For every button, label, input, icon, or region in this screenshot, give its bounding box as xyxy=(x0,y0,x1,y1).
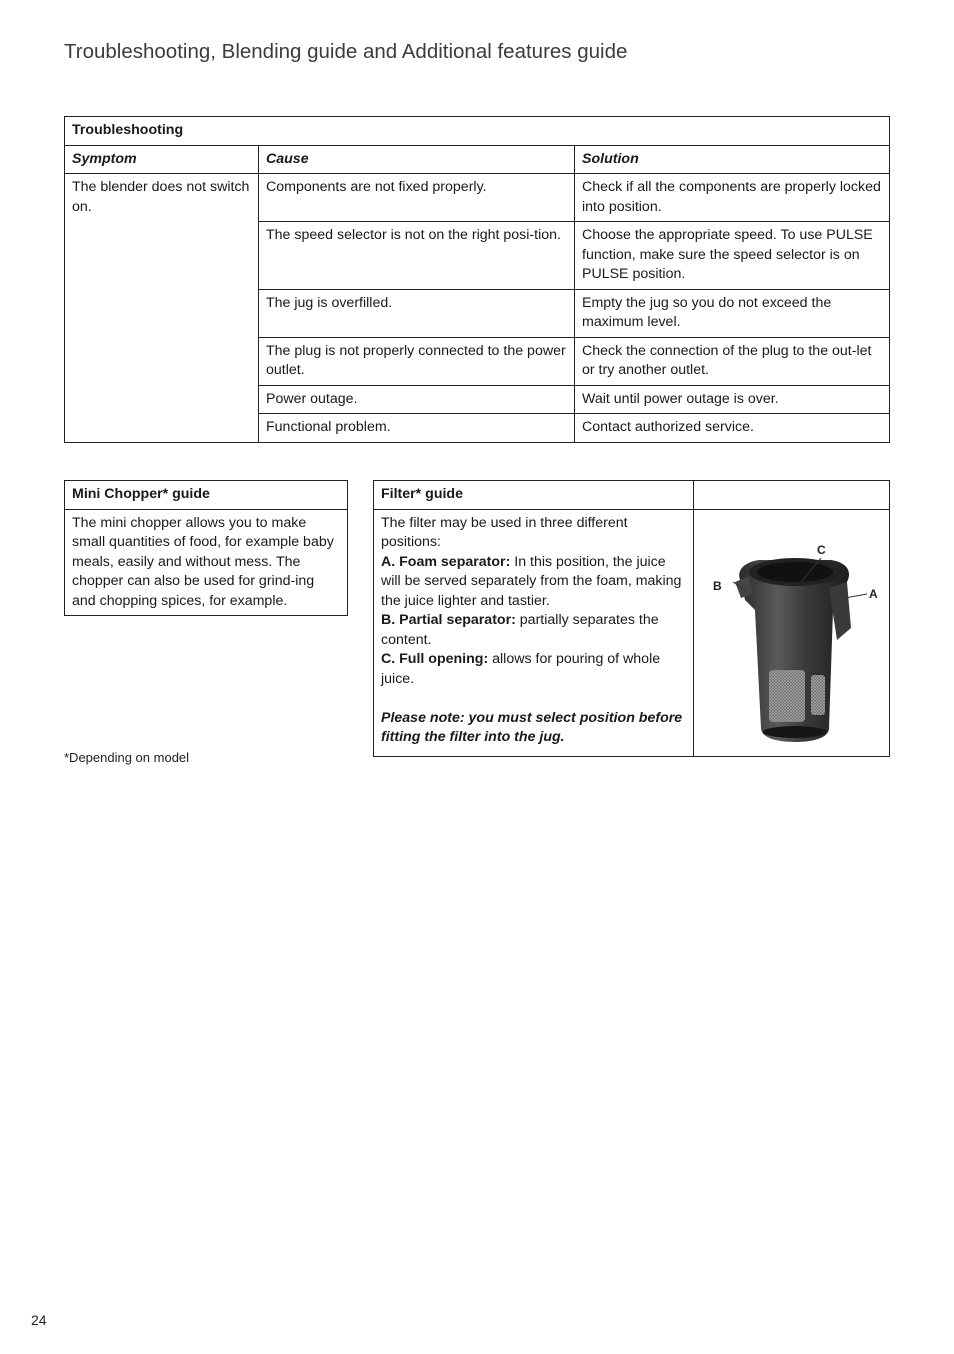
filter-note: Please note: you must select position before fitting the filter into the jug. xyxy=(381,709,683,745)
column-header-symptom: Symptom xyxy=(65,145,259,174)
mini-chopper-text: The mini chopper allows you to make small quantities of food, for example baby meals, easily and without mess. The chopper can also be used for grind-ing and chopping spices, for example. xyxy=(65,509,348,616)
troubleshooting-table xyxy=(64,116,890,443)
cause-cell: The plug is not properly connected to the power outlet. xyxy=(259,337,575,385)
filter-guide-header-empty xyxy=(693,481,889,510)
filter-position-a-text: In this position, the juice will be served separately from the foam, making the juice lighter and tastier. xyxy=(381,553,682,609)
column-header-solution: Solution xyxy=(575,145,890,174)
filter-illustration xyxy=(695,510,887,750)
footnote: *Depending on model xyxy=(64,750,190,765)
filter-intro: The filter may be used in three different positions: xyxy=(381,514,628,550)
solution-cell: Empty the jug so you do not exceed the maximum level. xyxy=(575,289,890,337)
cause-cell: The speed selector is not on the right posi-tion. xyxy=(259,222,575,290)
solution-cell: Check the connection of the plug to the out-let or try another outlet. xyxy=(575,337,890,385)
page-number: 24 xyxy=(31,1312,47,1328)
solution-cell: Check if all the components are properly locked into position. xyxy=(575,174,890,222)
filter-position-b-label: B. Partial separator: xyxy=(381,612,516,628)
solution-cell: Choose the appropriate speed. To use PULSE function, make sure the speed selector is on PULSE position. xyxy=(575,222,890,290)
troubleshooting-title: Troubleshooting xyxy=(65,117,890,146)
filter-position-c xyxy=(381,650,686,689)
cause-cell: Components are not fixed properly. xyxy=(259,174,575,222)
cause-cell: Power outage. xyxy=(259,385,575,414)
filter-position-c-label: C. Full opening: xyxy=(381,651,489,667)
cause-cell: The jug is overfilled. xyxy=(259,289,575,337)
solution-cell: Contact authorized service. xyxy=(575,414,890,443)
filter-label-c: C xyxy=(817,542,827,557)
filter-guide-title: Filter* guide xyxy=(374,481,694,510)
table-row xyxy=(65,174,890,222)
filter-position-b-text: partially separates the content. xyxy=(381,612,659,648)
column-header-cause: Cause xyxy=(259,145,575,174)
filter-position-a xyxy=(381,553,686,612)
filter-image-cell xyxy=(693,509,889,757)
page-title: Troubleshooting, Blending guide and Additional features guide xyxy=(64,40,628,63)
filter-position-a-label: A. Foam separator: xyxy=(381,553,511,570)
filter-guide-text xyxy=(374,509,694,757)
filter-label-a: A xyxy=(869,586,879,601)
solution-cell: Wait until power outage is over. xyxy=(575,385,890,414)
mini-chopper-table xyxy=(64,480,348,616)
filter-guide-table xyxy=(373,480,890,757)
cause-cell: Functional problem. xyxy=(259,414,575,443)
filter-position-c-text: allows for pouring of whole juice. xyxy=(381,651,661,687)
symptom-cell: The blender does not switch on. xyxy=(65,174,259,443)
mini-chopper-title: Mini Chopper* guide xyxy=(65,481,348,510)
filter-label-b: B xyxy=(713,578,723,593)
filter-position-b xyxy=(381,611,686,650)
